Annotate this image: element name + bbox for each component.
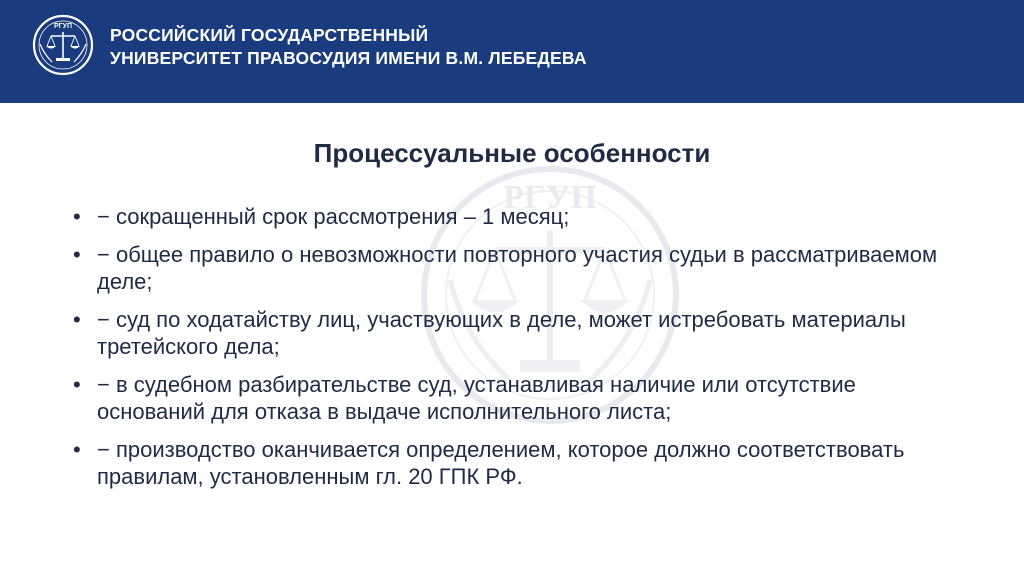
bullet-item <box>70 306 970 360</box>
logo-text: РГУП <box>53 23 73 30</box>
scales-emblem-icon <box>32 14 94 76</box>
bullet-item <box>70 371 970 425</box>
bullet-item <box>70 436 970 490</box>
university-name-line1: РОССИЙСКИЙ ГОСУДАРСТВЕННЫЙ <box>110 25 429 45</box>
bullet-marker: • <box>73 204 81 229</box>
bullet-item <box>70 241 970 295</box>
university-name <box>110 24 587 70</box>
bullet-list <box>70 203 970 501</box>
bullet-text: − общее правило о невозможности повторного участия судьи в рассматриваемом деле; <box>97 242 938 294</box>
bullet-text: − производство оканчивается определением, которое должно соответствовать правилам, установленным гл. 20 ГПК РФ. <box>97 437 905 489</box>
watermark-text: РГУП <box>503 179 597 216</box>
slide-title: Процессуальные особенности <box>313 138 711 168</box>
bullet-text: − суд по ходатайству лиц, участвующих в деле, может истребовать материалы третейского дела; <box>97 307 906 359</box>
university-logo <box>32 14 94 76</box>
university-name-line2: УНИВЕРСИТЕТ ПРАВОСУДИЯ ИМЕНИ В.М. ЛЕБЕДЕВА <box>110 48 587 68</box>
bullet-marker: • <box>73 242 81 267</box>
bullet-text: − в судебном разбирательстве суд, устанавливая наличие или отсутствие оснований для отказа в выдаче исполнительного листа; <box>97 372 856 424</box>
bullet-text: − сокращенный срок рассмотрения – 1 месяц; <box>97 204 570 229</box>
bullet-marker: • <box>73 307 81 332</box>
bullet-marker: • <box>73 372 81 397</box>
header-bar <box>0 0 1024 103</box>
bullet-marker: • <box>73 437 81 462</box>
bullet-item <box>70 203 970 230</box>
